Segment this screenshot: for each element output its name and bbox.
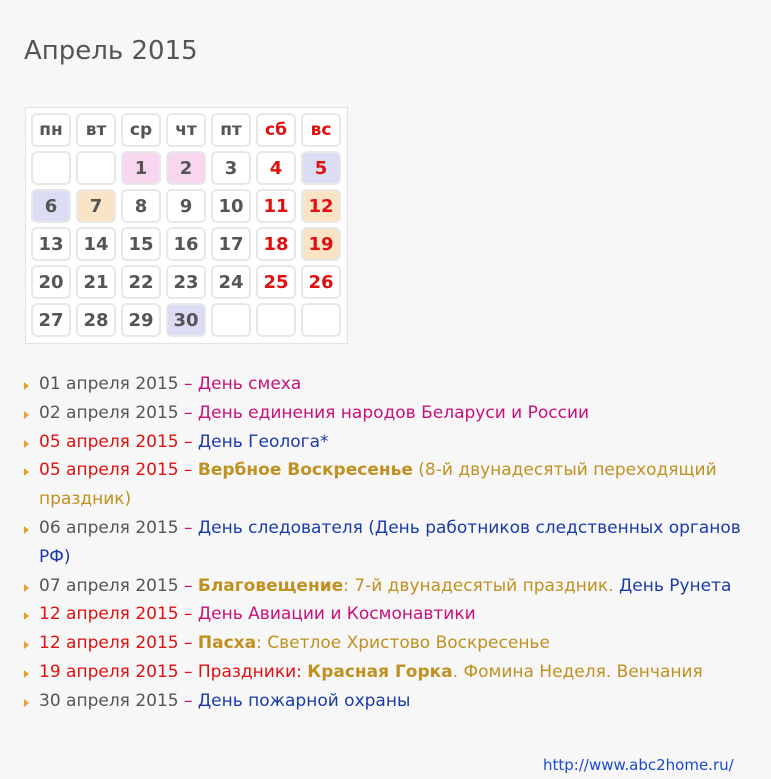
calendar-day[interactable]: 14 (76, 227, 116, 261)
calendar-day[interactable]: 3 (211, 151, 251, 185)
calendar-grid (25, 107, 348, 344)
weekday-header: вс (301, 113, 341, 147)
event-text: : Светлое Христово Воскресенье (256, 633, 550, 654)
event-date: 06 апреля 2015 (39, 517, 179, 538)
calendar-day[interactable]: 30 (166, 303, 206, 337)
event-item (22, 456, 762, 514)
event-text: – (178, 431, 198, 452)
calendar-day[interactable]: 15 (121, 227, 161, 261)
site-link[interactable]: http://www.abc2home.ru/ (543, 756, 734, 774)
calendar-day[interactable]: 8 (121, 189, 161, 223)
event-text: День следователя (День работников следственных органов РФ) (39, 517, 741, 567)
event-text: – (178, 604, 198, 625)
event-date: 01 апреля 2015 (39, 374, 179, 394)
event-text: – Праздники: (178, 661, 308, 682)
event-text: – (178, 460, 198, 481)
calendar-empty-cell (256, 303, 296, 337)
weekday-header: ср (121, 113, 161, 147)
weekday-header: пн (31, 113, 71, 147)
event-text: (8-й двунадесятый переходящий праздник) (39, 460, 717, 510)
calendar-day[interactable]: 6 (31, 189, 71, 223)
event-text: – (178, 690, 198, 711)
calendar-day[interactable]: 18 (256, 227, 296, 261)
event-item (22, 600, 762, 629)
event-date: 19 апреля 2015 (39, 661, 179, 682)
event-item (22, 572, 762, 601)
calendar-day[interactable]: 29 (121, 303, 161, 337)
event-text: День пожарной охраны (197, 690, 411, 711)
weekday-header: вт (76, 113, 116, 147)
weekday-header: сб (256, 113, 296, 147)
calendar-empty-cell (301, 303, 341, 337)
calendar-day[interactable]: 9 (166, 189, 206, 223)
calendar-day[interactable]: 26 (301, 265, 341, 299)
event-date: 02 апреля 2015 (39, 402, 179, 423)
page-title: Апрель 2015 (24, 36, 198, 66)
events-list (22, 370, 762, 716)
event-text: День Рунета (618, 575, 732, 596)
event-text: Пасха (197, 633, 257, 654)
event-date: 30 апреля 2015 (39, 690, 179, 711)
event-date: 05 апреля 2015 (39, 460, 179, 481)
calendar-day[interactable]: 23 (166, 265, 206, 299)
event-date: 07 апреля 2015 (39, 575, 179, 596)
event-text: – (178, 633, 198, 654)
calendar-day[interactable]: 28 (76, 303, 116, 337)
event-item (22, 370, 762, 399)
calendar-day[interactable]: 5 (301, 151, 341, 185)
calendar-day[interactable]: 21 (76, 265, 116, 299)
calendar-day[interactable]: 17 (211, 227, 251, 261)
event-text: День Геолога* (197, 431, 329, 452)
event-text: День Авиации и Космонавтики (197, 604, 476, 625)
calendar-day[interactable]: 22 (121, 265, 161, 299)
event-text: Вербное Воскресенье (197, 460, 413, 481)
calendar-empty-cell (76, 151, 116, 185)
calendar-day[interactable]: 20 (31, 265, 71, 299)
event-text: – (178, 575, 198, 596)
event-text: – День смеха (178, 374, 302, 394)
calendar-day[interactable]: 12 (301, 189, 341, 223)
calendar-day[interactable]: 1 (121, 151, 161, 185)
weekday-header: пт (211, 113, 251, 147)
calendar-empty-cell (31, 151, 71, 185)
calendar-day[interactable]: 24 (211, 265, 251, 299)
event-item (22, 514, 762, 572)
calendar-day[interactable]: 11 (256, 189, 296, 223)
event-text: : 7-й двунадесятый праздник. (343, 575, 619, 596)
event-item (22, 629, 762, 658)
event-text: . Фомина Неделя. Венчания (452, 661, 703, 682)
event-text: – (178, 517, 198, 538)
calendar-day[interactable]: 27 (31, 303, 71, 337)
event-date: 05 апреля 2015 (39, 431, 179, 452)
event-item (22, 658, 762, 687)
calendar-day[interactable]: 2 (166, 151, 206, 185)
calendar-day[interactable]: 16 (166, 227, 206, 261)
calendar-day[interactable]: 13 (31, 227, 71, 261)
event-text: Благовещение (197, 575, 344, 596)
calendar-day[interactable]: 7 (76, 189, 116, 223)
event-date: 12 апреля 2015 (39, 604, 179, 625)
event-text: Красная Горка (307, 661, 453, 682)
calendar-day[interactable]: 19 (301, 227, 341, 261)
event-date: 12 апреля 2015 (39, 633, 179, 654)
calendar-day[interactable]: 25 (256, 265, 296, 299)
calendar-empty-cell (211, 303, 251, 337)
event-item (22, 399, 762, 428)
event-item (22, 428, 762, 457)
calendar-day[interactable]: 4 (256, 151, 296, 185)
weekday-header: чт (166, 113, 206, 147)
event-item (22, 687, 762, 716)
event-text: – День единения народов Беларуси и России (178, 402, 590, 423)
calendar-day[interactable]: 10 (211, 189, 251, 223)
